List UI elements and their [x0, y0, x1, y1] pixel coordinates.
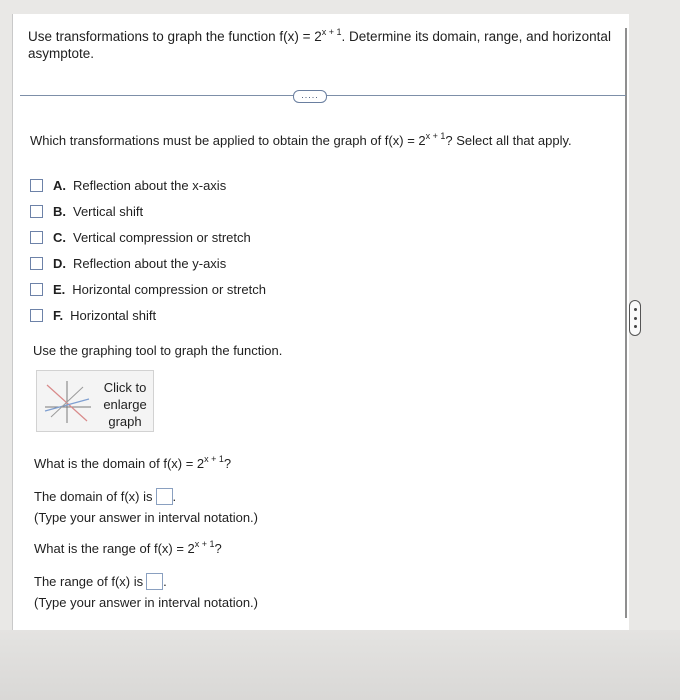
range-answer-row [34, 573, 167, 590]
enlarge-graph-button[interactable] [36, 370, 154, 432]
option-text: Vertical shift [73, 203, 144, 219]
option-text: Horizontal compression or stretch [72, 281, 266, 297]
option-letter: A. [53, 177, 66, 193]
option-a[interactable] [30, 172, 266, 198]
domain-question-post: ? [223, 456, 232, 471]
option-f[interactable] [30, 302, 266, 328]
enlarge-line3: graph [108, 414, 142, 429]
enlarge-line2: enlarge [103, 397, 147, 412]
handle-dot-icon [634, 317, 637, 320]
range-answer-label: The range of f(x) is [34, 574, 144, 589]
enlarge-line1: Click to [103, 380, 147, 395]
domain-exponent: x + 1 [204, 454, 224, 464]
desk-background [0, 630, 680, 700]
question-line2: asymptote. [28, 46, 95, 61]
prompt-post: ? Select all that apply. [445, 133, 572, 148]
range-answer-input[interactable] [146, 573, 163, 590]
handle-dot-icon [634, 308, 637, 311]
option-b-checkbox[interactable] [30, 205, 43, 218]
question-line1-post: . Determine its domain, range, and horizontal [341, 29, 611, 44]
enlarge-graph-label [99, 379, 151, 430]
domain-hint: (Type your answer in interval notation.) [34, 510, 258, 525]
domain-answer-label: The domain of f(x) is [34, 489, 153, 504]
option-b[interactable] [30, 198, 266, 224]
panel-resize-handle[interactable] [629, 300, 641, 336]
handle-dot-icon [634, 325, 637, 328]
option-c-checkbox[interactable] [30, 231, 43, 244]
graphing-tool-note: Use the graphing tool to graph the function. [33, 343, 283, 358]
range-question-post: ? [214, 541, 222, 556]
option-text: Reflection about the y-axis [73, 255, 227, 271]
prompt-pre: Which transformations must be applied to obtain the graph of f(x) = 2 [30, 133, 426, 148]
option-e[interactable] [30, 276, 266, 302]
option-f-checkbox[interactable] [30, 309, 43, 322]
panel-divider [625, 28, 627, 618]
question-line1-pre: Use transformations to graph the function f(x) = 2 [28, 29, 322, 44]
range-hint: (Type your answer in interval notation.) [34, 595, 258, 610]
option-e-checkbox[interactable] [30, 283, 43, 296]
option-letter: E. [53, 281, 66, 297]
domain-question-pre: What is the domain of f(x) = 2 [34, 456, 205, 471]
range-answer-end: . [163, 574, 167, 589]
domain-answer-input[interactable] [156, 488, 173, 505]
domain-answer-end: . [172, 489, 177, 504]
option-a-checkbox[interactable] [30, 179, 43, 192]
range-exponent: x + 1 [194, 539, 215, 549]
expand-more-button[interactable]: ..... [293, 90, 327, 103]
option-letter: B. [53, 203, 66, 219]
transformation-options [30, 172, 266, 328]
domain-answer-row [34, 488, 176, 505]
question-text [28, 28, 628, 62]
domain-question [34, 456, 231, 471]
prompt-exponent: x + 1 [425, 131, 446, 141]
option-letter: F. [53, 307, 64, 323]
option-c[interactable] [30, 224, 266, 250]
option-d-checkbox[interactable] [30, 257, 43, 270]
option-d[interactable] [30, 250, 266, 276]
graph-thumbnail-icon [41, 377, 93, 425]
option-text: Vertical compression or stretch [73, 229, 251, 245]
option-text: Horizontal shift [70, 307, 157, 323]
range-question-pre: What is the range of f(x) = 2 [34, 541, 195, 556]
range-question [34, 541, 222, 556]
option-letter: D. [53, 255, 66, 271]
transformations-prompt [30, 133, 572, 148]
option-letter: C. [53, 229, 66, 245]
question-exponent: x + 1 [321, 27, 342, 37]
option-text: Reflection about the x-axis [73, 177, 227, 193]
